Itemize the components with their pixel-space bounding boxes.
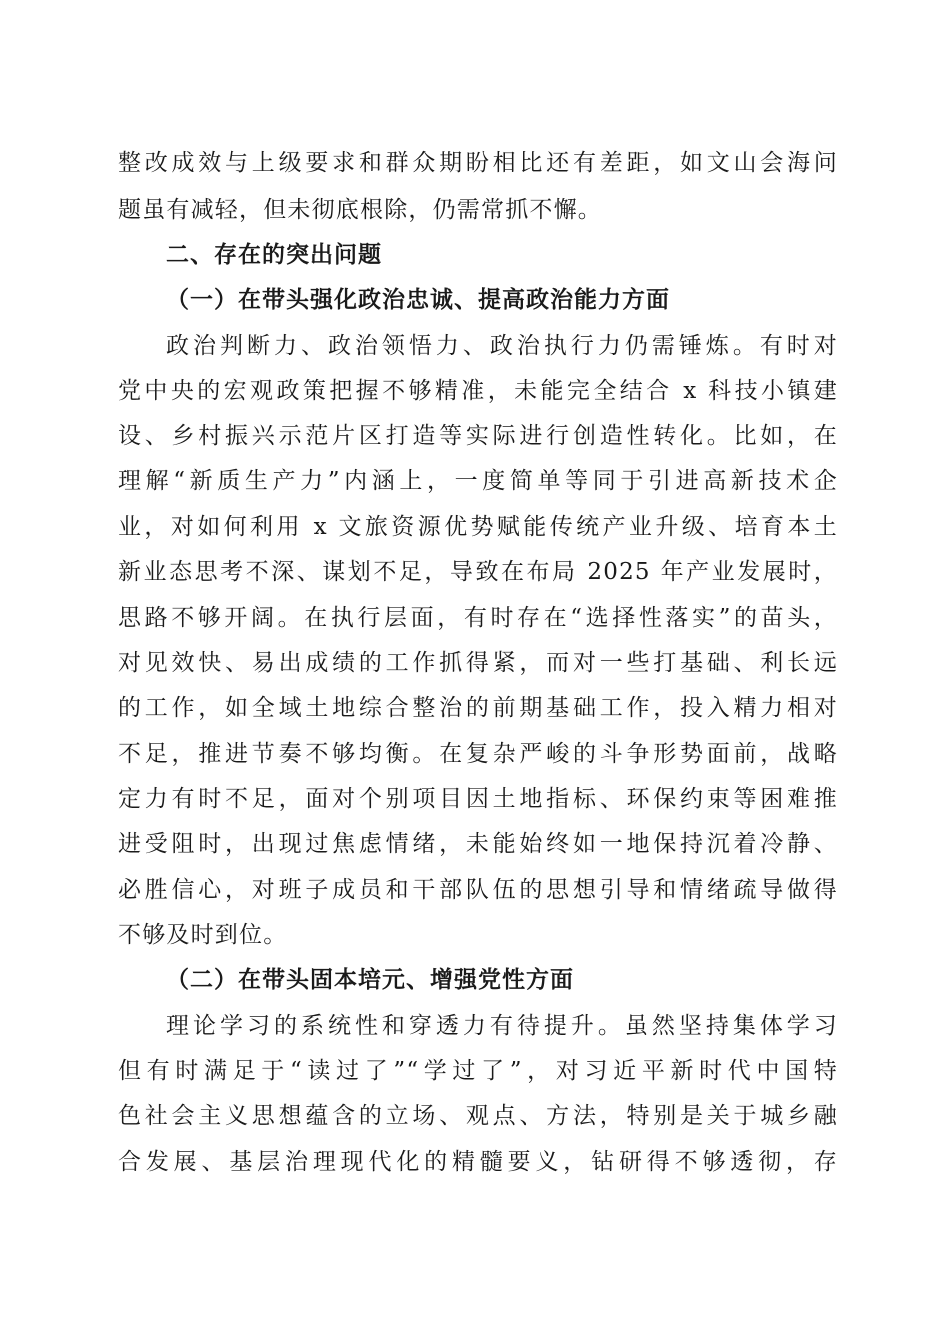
- section-heading: 二、存在的突出问题: [166, 242, 382, 268]
- paragraph-line: 整改成效与上级要求和群众期盼相比还有差距，如文山会海问: [118, 150, 838, 176]
- paragraph-line: 思路不够开阔。在执行层面，有时存在“选择性落实”的苗头，: [118, 605, 838, 631]
- paragraph-line: 对见效快、易出成绩的工作抓得紧，而对一些打基础、利长远: [118, 650, 838, 676]
- paragraph-line: 进受阻时，出现过焦虑情绪，未能始终如一地保持沉着冷静、: [118, 831, 838, 857]
- paragraph-line: 党中央的宏观政策把握不够精准，未能完全结合 x 科技小镇建: [118, 378, 838, 404]
- paragraph-line: 不够及时到位。: [118, 922, 288, 948]
- paragraph-line: 不足，推进节奏不够均衡。在复杂严峻的斗争形势面前，战略: [118, 741, 838, 767]
- paragraph-line: 设、乡村振兴示范片区打造等实际进行创造性转化。比如，在: [118, 423, 838, 449]
- paragraph-line: 但有时满足于“读过了”“学过了”，对习近平新时代中国特: [118, 1058, 838, 1084]
- paragraph-line: 题虽有减轻，但未彻底根除，仍需常抓不懈。: [118, 197, 602, 223]
- paragraph-line: 业，对如何利用 x 文旅资源优势赋能传统产业升级、培育本土: [118, 514, 838, 540]
- subsection-heading: （一）在带头强化政治忠诚、提高政治能力方面: [166, 286, 670, 313]
- paragraph-line: 理论学习的系统性和穿透力有待提升。虽然坚持集体学习: [166, 1013, 838, 1039]
- paragraph-line: 合发展、基层治理现代化的精髓要义，钻研得不够透彻，存: [118, 1149, 838, 1175]
- paragraph-line: 理解“新质生产力”内涵上，一度简单等同于引进高新技术企: [118, 468, 838, 494]
- paragraph-line: 政治判断力、政治领悟力、政治执行力仍需锤炼。有时对: [166, 333, 838, 359]
- paragraph-line: 的工作，如全域土地综合整治的前期基础工作，投入精力相对: [118, 695, 838, 721]
- paragraph-line: 色社会主义思想蕴含的立场、观点、方法，特别是关于城乡融: [118, 1103, 838, 1129]
- paragraph-line: 定力有时不足，面对个别项目因土地指标、环保约束等困难推: [118, 786, 838, 812]
- paragraph-line: 新业态思考不深、谋划不足，导致在布局 2025 年产业发展时，: [118, 559, 838, 585]
- paragraph-line: 必胜信心，对班子成员和干部队伍的思想引导和情绪疏导做得: [118, 877, 838, 903]
- subsection-heading: （二）在带头固本培元、增强党性方面: [166, 966, 574, 993]
